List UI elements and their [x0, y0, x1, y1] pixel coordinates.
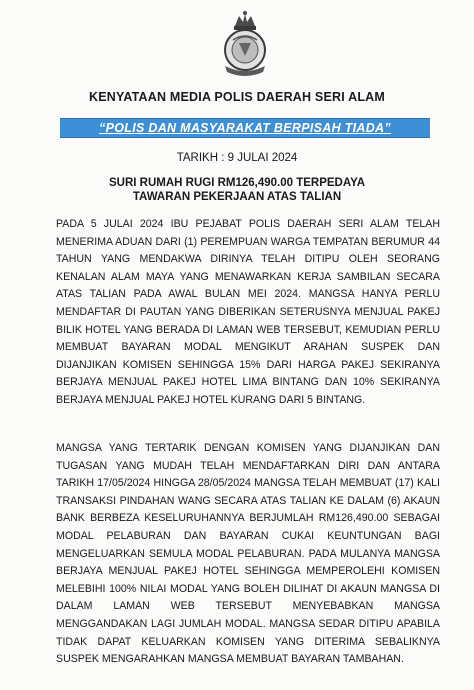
body-paragraph-1: PADA 5 JULAI 2024 IBU PEJABAT POLIS DAERAH SERI ALAM TELAH MENERIMA ADUAN DARI (1) PEREMPUAN WARGA TEMPATAN BERUMUR 44 TAHUN YANG MENDAKWA DIRINYA TELAH DITIPU OLEH SEORANG KENALAN ALAM MAYA YANG MENAWARKAN KERJA SAMBILAN SECARA ATAS TALIAN PADA AWAL BULAN MEI 2024. MANGSA HANYA PERLU MENDAFTAR DI PAUTAN YANG DIBERIKAN SETERUSNYA MENJUAL PAKEJ BILIK HOTEL YANG BERADA DI LAMAN WEB TERSEBUT, KEMUDIAN PERLU MEMBUAT BAYARAN MODAL MENGIKUT ARAHAN SUSPEK DAN DIJANJIKAN KOMISEN SEHINGGA 15% DARI HARGA PAKEJ SEKIRANYA BERJAYA MENJUAL PAKEJ HOTEL LIMA BINTANG DAN 10% SEKIRANYA BERJAYA MENJUAL PAKEJ HOTEL KURANG DARI 5 BINTANG. — [56, 218, 440, 406]
motto-banner — [60, 118, 430, 138]
headline-line-2: TAWARAN PEKERJAAN ATAS TALIAN — [132, 191, 342, 203]
body-paragraph-2: MANGSA YANG TERTARIK DENGAN KOMISEN YANG DIJANJIKAN DAN TUGASAN YANG MUDAH TELAH MENDAFTARKAN DIRI DAN ANTARA TARIKH 17/05/2024 HINGGA 28/05/2024 MANGSA TELAH MEMBUAT (17) KALI TRANSAKSI PINDAHAN WANG SECARA ATAS TALIAN KE DALAM (6) AKAUN BANK BERBEZA KESELURUHANNYA BERJUMLAH RM126,490.00 SEBAGAI MODAL PELABURAN DAN BAYARAN CUKAI KEUNTUNGAN BAGI MENGELUARKAN SEMULA MODAL PELABURAN. PADA MULANYA MANGSA BERJAYA MENJUAL PAKEJ HOTEL SEHINGGA MEMPEROLEHI KOMISEN MELEBIHI 100% NILAI MODAL YANG BOLEH DILIHAT DI AKAUN MANGSA DI DALAM LAMAN WEB TERSEBUT MENYEBABKAN MANGSA MENGGANDAKAN LAGI JUMLAH MODAL. MANGSA SEDAR DITIPU APABILA TIDAK DAPAT KELUARKAN KOMISEN YANG DITERIMA SEBALIKNYA SUSPEK MENGARAHKAN MANGSA MEMBUAT BAYARAN TAMBAHAN. — [56, 442, 440, 666]
statement-date: TARIKH : 9 JULAI 2024 — [176, 152, 298, 164]
motto-text: “POLIS DAN MASYARAKAT BERPISAH TIADA” — [99, 121, 391, 135]
headline — [0, 176, 474, 204]
police-crest-icon — [219, 10, 271, 80]
headline-line-1: SURI RUMAH RUGI RM126,490.00 TERPEDAYA — [108, 177, 366, 189]
media-statement-title: KENYATAAN MEDIA POLIS DAERAH SERI ALAM — [88, 90, 386, 104]
